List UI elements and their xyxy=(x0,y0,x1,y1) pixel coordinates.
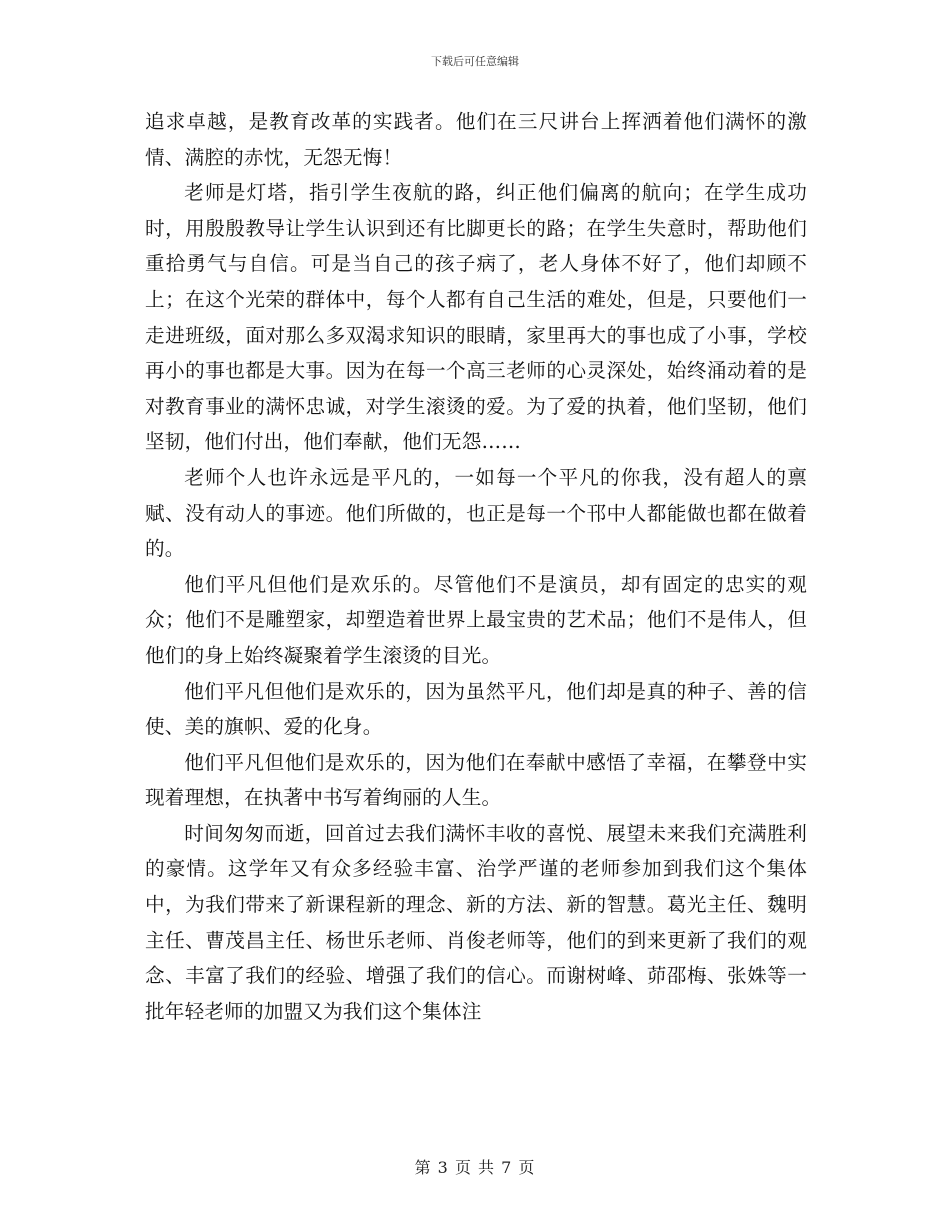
paragraph-2: 老师是灯塔，指引学生夜航的路，纠正他们偏离的航向；在学生成功时，用殷殷教导让学生认识到还有比脚更长的路；在学生失意时，帮助他们重拾勇气与自信。可是当自己的孩子病了，老人身体不好了，他们却顾不上；在这个光荣的群体中，每个人都有自己生活的难处，但是，只要他们一走进班级，面对那么多双渴求知识的眼睛，家里再大的事也成了小事，学校再小的事也都是大事。因为在每一个高三老师的心灵深处，始终涌动着的是对教育事业的满怀忠诚，对学生滚烫的爱。为了爱的执着，他们坚韧，他们坚韧，他们付出，他们奉献，他们无怨…… xyxy=(145,181,807,454)
paragraph-6: 他们平凡但他们是欢乐的，因为他们在奉献中感悟了幸福，在攀登中实现着理想，在执著中书写着绚丽的人生。 xyxy=(145,750,807,810)
paragraph-5: 他们平凡但他们是欢乐的，因为虽然平凡，他们却是真的种子、善的信使、美的旗帜、爱的化身。 xyxy=(145,679,807,739)
paragraph-3: 老师个人也许永远是平凡的，一如每一个平凡的你我，没有超人的禀赋、没有动人的事迹。他们所做的，也正是每一个邗中人都能做也都在做着的。 xyxy=(145,465,807,561)
paragraph-1: 追求卓越，是教育改革的实践者。他们在三尺讲台上挥洒着他们满怀的激情、满腔的赤忱，无怨无悔！ xyxy=(145,110,807,169)
paragraph-4: 他们平凡但他们是欢乐的。尽管他们不是演员，却有固定的忠实的观众；他们不是雕塑家，却塑造着世界上最宝贵的艺术品；他们不是伟人，但他们的身上始终凝聚着学生滚烫的目光。 xyxy=(145,572,807,667)
body-text xyxy=(145,104,807,1029)
page-header: 下载后可任意编辑 xyxy=(431,55,519,68)
paragraph-7: 时间匆匆而逝，回首过去我们满怀丰收的喜悦、展望未来我们充满胜利的豪情。这学年又有众多经验丰富、治学严谨的老师参加到我们这个集体中，为我们带来了新课程新的理念、新的方法、新的智慧。葛光主任、魏明主任、曹茂昌主任、杨世乐老师、肖俊老师等，他们的到来更新了我们的观念、丰富了我们的经验、增强了我们的信心。而谢树峰、茆邵梅、张姝等一批年轻老师的加盟又为我们这个集体注 xyxy=(145,821,807,1023)
page-footer: 第 3 页 共 7 页 xyxy=(414,1158,536,1177)
